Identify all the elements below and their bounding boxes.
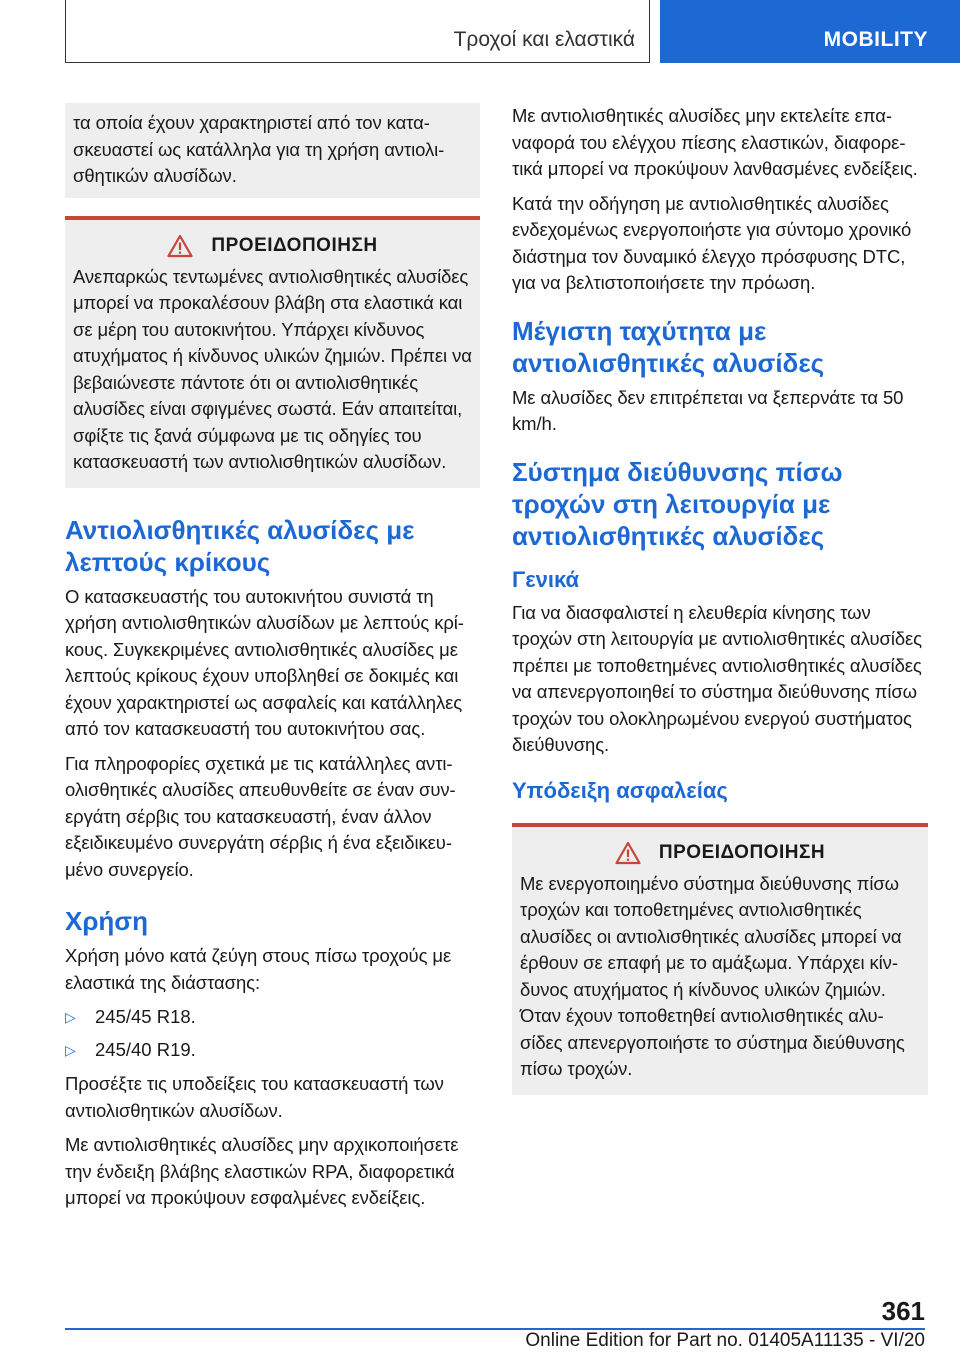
heading-usage: Χρήση xyxy=(65,906,148,936)
warning-triangle-icon xyxy=(167,234,193,258)
triangle-bullet-icon: ▷ xyxy=(65,1041,76,1058)
warning-text: Με ενεργοποιημένο σύστημα διεύθυνσης πίσω τροχών και τοποθετημένες αντιολισθητικές αλυσίδες οι αντιολισθητικές αλυσίδες μπορεί να έρθουν σε επαφή με το αμάξωμα. Υπάρχει κίνδυνος ατυχήματος ή κίνδυνος υλικών ζημιών. Όταν έχουν τοποθετηθεί αντιολισθητικές αλυσίδες απενεργοποιήστε το σύστημα διεύθυνσης πίσω τροχών. xyxy=(520,872,905,1079)
intro-text: τα οποία έχουν χαρακτηριστεί από τον κατασκευαστεί ως κατάλληλα για τη χρήση αντιολισθητικών αλυσίδων. xyxy=(73,112,445,186)
paragraph: Με αντιολισθητικές αλυσίδες μην αρχικοποιήσετε την ένδειξη βλάβης ελαστικών RPA, διαφορετικά μπορεί να προκύψουν εσφαλμένες ενδείξεις. xyxy=(65,1134,459,1208)
warning-title: ΠΡΟΕΙΔΟΠΟΙΗΣΗ xyxy=(658,841,826,863)
paragraph: Χρήση μόνο κατά ζεύγη στους πίσω τροχούς με ελαστικά της διάστασης: xyxy=(65,945,452,993)
warning-text: Ανεπαρκώς τεντωμένες αντιολισθητικές αλυσίδες μπορεί να προκαλέσουν βλάβη στα ελαστικά και σε μέρη του αυτοκινήτου. Υπάρχει κίνδυνος ατυχήματος ή κίνδυνος υλικών ζημιών. Πρέπει να βεβαιώνεστε πάντοτε ότι οι αντιολισθητικές αλυσίδες είναι σφιγμένες σωστά. Εάν απαιτείται, σφίξτε τις ξανά σύμφωνα με τις οδηγίες του κατασκευαστή των αντιολισθητικών αλυσίδων. xyxy=(73,265,472,472)
edition-note: Online Edition for Part no. 01405A11135 - VI/20 xyxy=(525,1330,925,1351)
right-column xyxy=(512,103,928,1095)
warning-header xyxy=(73,234,472,258)
paragraph: Προσέξτε τις υποδείξεις του κατασκευαστή των αντιολισθητικών αλυσίδων. xyxy=(65,1073,444,1121)
warning-box-2 xyxy=(512,823,928,1095)
heading-thin-link-chains: Αντιολισθητικές αλυσίδες με λεπτούς κρίκους xyxy=(65,514,415,577)
page-number: 361 xyxy=(881,1296,925,1326)
heading-rear-steering: Σύστημα διεύθυνσης πίσω τροχών στη λειτουργία με αντιολισθητικές αλυσίδες xyxy=(512,456,843,551)
heading-max-speed: Μέγιστη ταχύτητα με αντιολισθητικές αλυσίδες xyxy=(512,315,825,378)
list-item xyxy=(65,1004,480,1031)
warning-box-1 xyxy=(65,216,480,488)
warning-triangle-icon xyxy=(615,841,641,865)
paragraph: Για πληροφορίες σχετικά με τις κατάλληλες αντιολισθητικές αλυσίδες απευθυνθείτε σε έναν συνεργάτη σέρβις του κατασκευαστή, έναν άλλον εξειδικευμένο συνεργάτη σέρβις ή ένα εξειδικευμένο συνεργείο. xyxy=(65,752,456,880)
chapter-tab-label: MOBILITY xyxy=(823,28,928,51)
list-item xyxy=(65,1037,480,1064)
warning-header xyxy=(520,841,920,865)
paragraph: Για να διασφαλιστεί η ελευθερία κίνησης των τροχών στη λειτουργία με αντιολισθητικές αλυσίδες πρέπει με τοποθετημένες αντιολισθητικές αλυσίδες να απενεργοποιηθεί το σύστημα διεύθυνσης πίσω τροχών του ολοκληρωμένου ενεργού συστήματος διεύθυνσης. xyxy=(512,601,922,755)
paragraph: Κατά την οδήγηση με αντιολισθητικές αλυσίδες ενδεχομένως ενεργοποιήστε για σύντομο χρονικό διάστημα τον δυναμικό έλεγχο πρόσφυσης DTC, για να βελτιστοποιήσετε την πρόωση. xyxy=(512,192,912,293)
left-column xyxy=(65,103,480,1220)
paragraph: Ο κατασκευαστής του αυτοκινήτου συνιστά τη χρήση αντιολισθητικών αλυσίδων με λεπτούς κρίκους. Συγκεκριμένες αντιολισθητικές αλυσίδες με λεπτούς κρίκους έχουν υποβληθεί σε δοκιμές και έχουν χαρακτηριστεί ως ασφαλείς και κατάλληλες από τον κατασκευαστή του αυτοκινήτου σας. xyxy=(65,585,464,739)
intro-box xyxy=(65,103,480,198)
tire-size-list xyxy=(65,1004,480,1063)
paragraph: Με αλυσίδες δεν επιτρέπεται να ξεπερνάτε τα 50 km/h. xyxy=(512,386,904,434)
paragraph: Με αντιολισθητικές αλυσίδες μην εκτελείτε επαναφορά του ελέγχου πίεσης ελαστικών, διαφορετικά μπορεί να προκύψουν λανθασμένες ενδείξεις. xyxy=(512,105,918,179)
list-item-text: 245/45 R18. xyxy=(95,1006,196,1027)
subheading-safety-note: Υπόδειξη ασφαλείας xyxy=(512,777,728,803)
warning-title: ΠΡΟΕΙΔΟΠΟΙΗΣΗ xyxy=(211,234,378,256)
section-title: Τροχοί και ελαστικά xyxy=(453,28,635,51)
subheading-general: Γενικά xyxy=(512,566,580,592)
triangle-bullet-icon: ▷ xyxy=(65,1009,76,1025)
list-item-text: 245/40 R19. xyxy=(95,1038,196,1060)
